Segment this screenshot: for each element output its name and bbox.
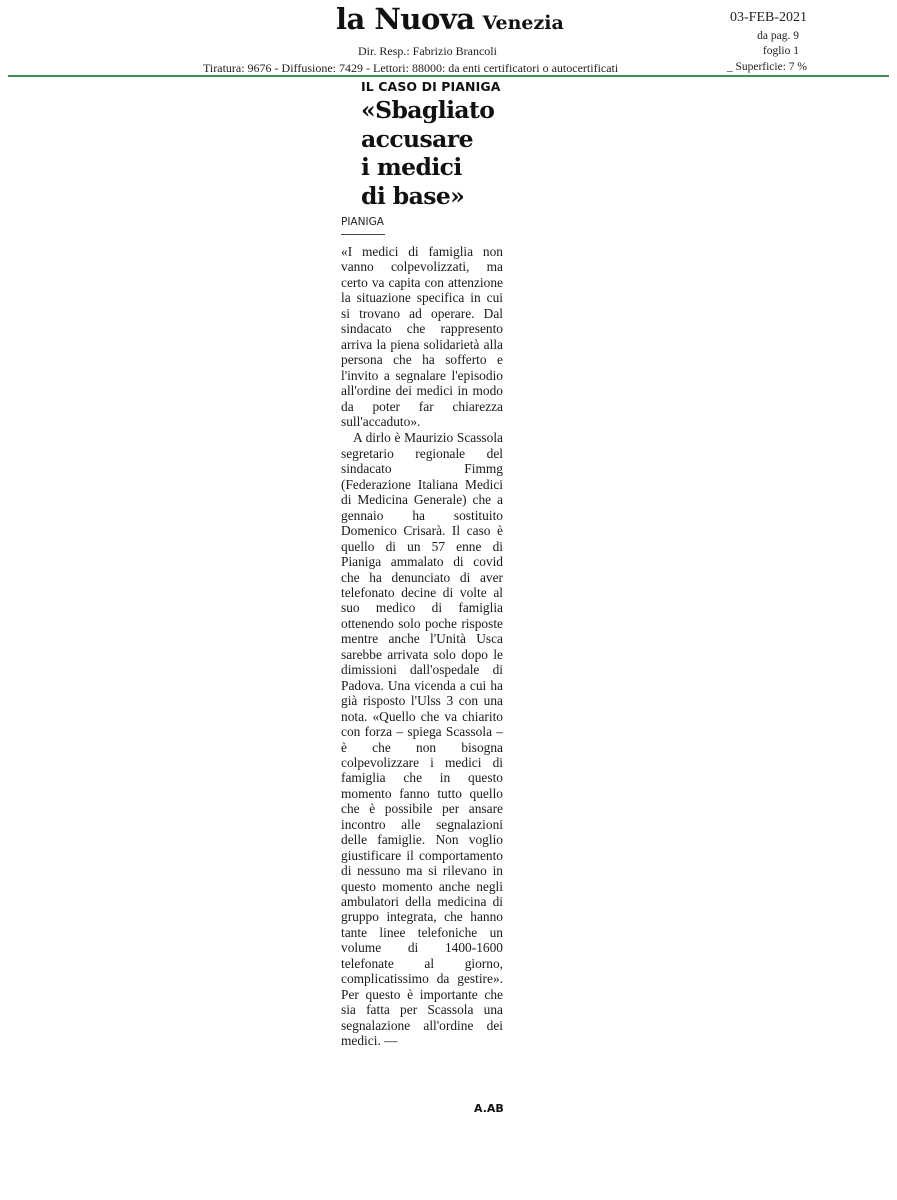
article-kicker: IL CASO DI PIANIGA <box>361 79 501 94</box>
article-headline <box>361 96 541 210</box>
masthead-name: la Nuova <box>336 2 475 36</box>
article-signature: A.AB <box>474 1102 504 1115</box>
article-byline: PIANIGA <box>341 216 384 228</box>
headline-line: accusare <box>361 124 473 153</box>
body-paragraph: «I medici di famiglia non vanno colpevolizzati, ma certo va capita con attenzione la situazione specifica in cui si trovano ad operare. Dal sindacato che rappresento arriva la piena solidarietà alla persona che ha sofferto e l'invito a segnalare l'episodio all'ordine dei medici in modo da poter far chiarezza sull'accaduto». <box>341 244 503 429</box>
article-body <box>341 244 503 1049</box>
headline-line: i medici <box>361 153 462 181</box>
byline-rule <box>341 234 385 235</box>
date: 03-FEB-2021 <box>730 10 807 25</box>
masthead <box>336 2 564 36</box>
body-paragraph: A dirlo è Maurizio Scassola segretario regionale del sindacato Fimmg (Federazione Italiana Medici di Medicina Generale) che a gennaio ha sostituito Domenico Crisarà. Il caso è quello di un 57 enne di Pianiga ammalato di covid che ha denunciato di aver telefonato decine di volte al suo medico di famiglia ottenendo solo poche risposte mentre anche l'Unità Usca sarebbe arrivata solo dopo le dimissioni dall'ospedale di Padova. Una vicenda a cui ha già risposto l'Ulss 3 con una nota. «Quello che va chiarito con forza – spiega Scassola – è che non bisogna colpevolizzare i medici di famiglia che in questo momento fanno tutto quello che è possibile per ansare incontro alle segnalazioni delle famiglie. Non voglio giustificare il comportamento di nessuno ma si rilevano in questo momento anche negli ambulatori della medicina di gruppo integrata, che hanno tante linee telefoniche un volume di 1400-1600 telefonate al giorno, complicatissimo da gestire». Per questo è importante che sia fatta per Scassola una segnalazione all'ordine dei medici. — <box>341 430 503 1049</box>
masthead-edition: Venezia <box>482 12 564 34</box>
headline-line: «Sbagliato <box>361 96 495 124</box>
sheet-number: foglio 1 <box>762 45 799 57</box>
director-line: Dir. Resp.: Fabrizio Brancoli <box>358 44 497 58</box>
page-reference: da pag. 9 <box>757 30 799 42</box>
headline-line: di base» <box>361 181 465 210</box>
circulation-line: Tiratura: 9676 - Diffusione: 7429 - Lettori: 88000: da enti certificatori o autocertificati <box>203 61 619 75</box>
surface-percent: _ Superficie: 7 % <box>726 61 807 73</box>
header-rule <box>8 75 889 77</box>
